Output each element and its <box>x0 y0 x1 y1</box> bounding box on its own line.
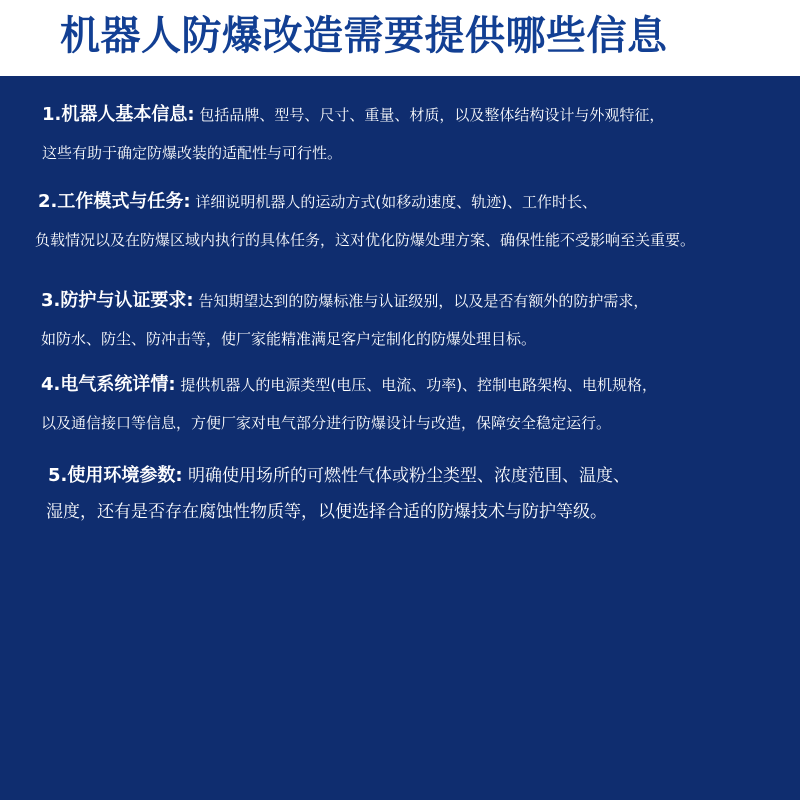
title-banner <box>0 0 800 76</box>
section-work-mode-text-1: 详细说明机器人的运动方式(如移动速度、轨迹)、工作时长、 <box>195 193 598 211</box>
section-electrical-system <box>41 366 657 442</box>
section-protection-certification-text-1: 告知期望达到的防爆标准与认证级别，以及是否有额外的防护需求， <box>198 292 649 310</box>
section-environment-parameters-line-1 <box>48 458 630 494</box>
section-work-mode-line-1 <box>38 183 695 221</box>
section-environment-parameters-text-2: 湿度，还有是否存在腐蚀性物质等，以便选择合适的防爆技术与防护等级。 <box>46 502 607 522</box>
section-protection-certification-heading: 3.防护与认证要求: <box>41 290 194 311</box>
section-protection-certification-text-2: 如防水、防尘、防冲击等，使厂家能精准满足客户定制化的防爆处理目标。 <box>41 330 537 348</box>
page-title: 机器人防爆改造需要提供哪些信息 <box>60 13 668 59</box>
section-work-mode-heading: 2.工作模式与任务: <box>38 191 191 212</box>
section-electrical-system-heading: 4.电气系统详情: <box>41 374 176 395</box>
section-environment-parameters-text-1: 明确使用场所的可燃性气体或粉尘类型、浓度范围、温度、 <box>187 466 630 486</box>
section-basic-info-heading: 1.机器人基本信息: <box>42 104 195 125</box>
section-protection-certification-line-1 <box>41 282 648 320</box>
section-environment-parameters <box>48 458 630 530</box>
section-electrical-system-text-1: 提供机器人的电源类型(电压、电流、功率)、控制电路架构、电机规格， <box>180 376 658 394</box>
section-work-mode <box>35 183 696 259</box>
section-protection-certification <box>41 282 648 358</box>
section-electrical-system-line-1 <box>41 366 657 404</box>
section-basic-info-text-1: 包括品牌、型号、尺寸、重量、材质，以及整体结构设计与外观特征， <box>199 106 665 124</box>
section-basic-info-line-1 <box>42 96 664 134</box>
section-electrical-system-text-2: 以及通信接口等信息，方便厂家对电气部分进行防爆设计与改造，保障安全稳定运行。 <box>41 414 612 432</box>
section-environment-parameters-heading: 5.使用环境参数: <box>48 465 183 486</box>
section-work-mode-text-2: 负载情况以及在防爆区域内执行的具体任务，这对优化防爆处理方案、确保性能不受影响至关重要。 <box>35 231 696 249</box>
section-basic-info-text-2: 这些有助于确定防爆改装的适配性与可行性。 <box>42 144 343 162</box>
section-basic-info <box>42 96 664 172</box>
